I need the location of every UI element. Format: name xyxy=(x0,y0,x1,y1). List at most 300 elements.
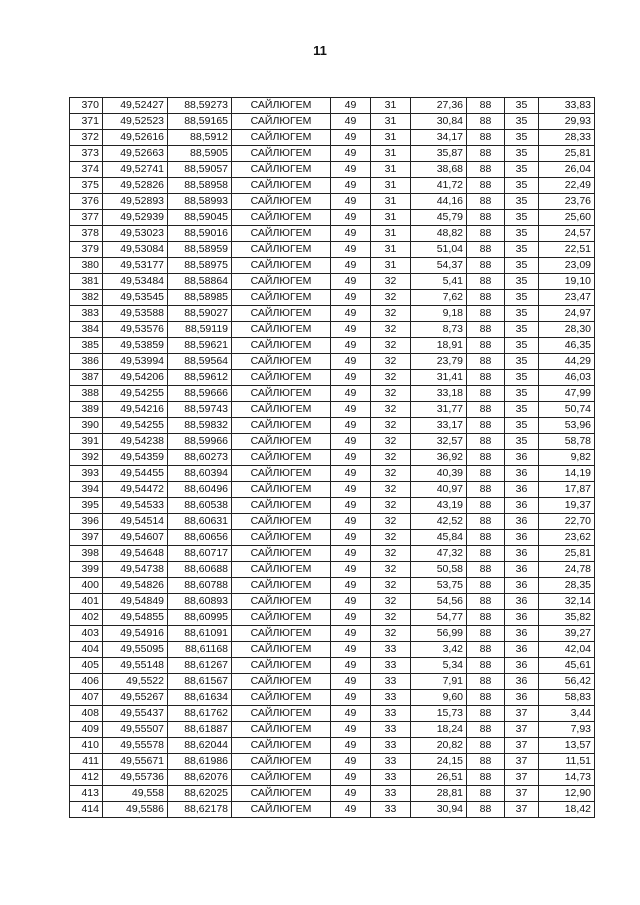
longitude-seconds-cell: 24,57 xyxy=(539,226,595,242)
place-name-cell: САЙЛЮГЕМ xyxy=(232,642,331,658)
longitude-decimal-cell: 88,60688 xyxy=(168,562,232,578)
latitude-minutes-cell: 33 xyxy=(371,786,411,802)
table-row xyxy=(70,610,595,626)
longitude-seconds-cell: 28,30 xyxy=(539,322,595,338)
longitude-decimal-cell: 88,61267 xyxy=(168,658,232,674)
latitude-minutes-cell: 33 xyxy=(371,770,411,786)
longitude-minutes-cell: 36 xyxy=(505,466,539,482)
latitude-seconds-cell: 5,41 xyxy=(411,274,467,290)
longitude-degrees-cell: 88 xyxy=(467,530,505,546)
latitude-minutes-cell: 32 xyxy=(371,610,411,626)
longitude-decimal-cell: 88,60273 xyxy=(168,450,232,466)
place-name-cell: САЙЛЮГЕМ xyxy=(232,290,331,306)
longitude-decimal-cell: 88,62178 xyxy=(168,802,232,818)
row-number-cell: 406 xyxy=(70,674,103,690)
latitude-degrees-cell: 49 xyxy=(331,194,371,210)
latitude-minutes-cell: 31 xyxy=(371,130,411,146)
latitude-decimal-cell: 49,54514 xyxy=(103,514,168,530)
longitude-decimal-cell: 88,60538 xyxy=(168,498,232,514)
longitude-seconds-cell: 53,96 xyxy=(539,418,595,434)
longitude-minutes-cell: 36 xyxy=(505,578,539,594)
latitude-decimal-cell: 49,54826 xyxy=(103,578,168,594)
latitude-decimal-cell: 49,54255 xyxy=(103,418,168,434)
latitude-seconds-cell: 18,91 xyxy=(411,338,467,354)
longitude-degrees-cell: 88 xyxy=(467,242,505,258)
table-row xyxy=(70,162,595,178)
place-name-cell: САЙЛЮГЕМ xyxy=(232,626,331,642)
longitude-seconds-cell: 24,97 xyxy=(539,306,595,322)
row-number-cell: 387 xyxy=(70,370,103,386)
longitude-decimal-cell: 88,60717 xyxy=(168,546,232,562)
longitude-degrees-cell: 88 xyxy=(467,386,505,402)
longitude-degrees-cell: 88 xyxy=(467,162,505,178)
latitude-decimal-cell: 49,52427 xyxy=(103,98,168,114)
latitude-decimal-cell: 49,5586 xyxy=(103,802,168,818)
place-name-cell: САЙЛЮГЕМ xyxy=(232,242,331,258)
longitude-decimal-cell: 88,61634 xyxy=(168,690,232,706)
latitude-degrees-cell: 49 xyxy=(331,114,371,130)
latitude-minutes-cell: 31 xyxy=(371,178,411,194)
row-number-cell: 400 xyxy=(70,578,103,594)
row-number-cell: 407 xyxy=(70,690,103,706)
latitude-decimal-cell: 49,54855 xyxy=(103,610,168,626)
latitude-decimal-cell: 49,54607 xyxy=(103,530,168,546)
latitude-minutes-cell: 32 xyxy=(371,578,411,594)
latitude-degrees-cell: 49 xyxy=(331,562,371,578)
latitude-degrees-cell: 49 xyxy=(331,546,371,562)
latitude-decimal-cell: 49,54648 xyxy=(103,546,168,562)
place-name-cell: САЙЛЮГЕМ xyxy=(232,738,331,754)
table-row xyxy=(70,466,595,482)
row-number-cell: 401 xyxy=(70,594,103,610)
longitude-seconds-cell: 28,33 xyxy=(539,130,595,146)
longitude-degrees-cell: 88 xyxy=(467,738,505,754)
latitude-degrees-cell: 49 xyxy=(331,690,371,706)
longitude-degrees-cell: 88 xyxy=(467,722,505,738)
latitude-decimal-cell: 49,53545 xyxy=(103,290,168,306)
latitude-seconds-cell: 45,79 xyxy=(411,210,467,226)
longitude-degrees-cell: 88 xyxy=(467,146,505,162)
longitude-seconds-cell: 13,57 xyxy=(539,738,595,754)
latitude-minutes-cell: 33 xyxy=(371,658,411,674)
latitude-minutes-cell: 32 xyxy=(371,386,411,402)
latitude-seconds-cell: 18,24 xyxy=(411,722,467,738)
latitude-seconds-cell: 56,99 xyxy=(411,626,467,642)
latitude-degrees-cell: 49 xyxy=(331,338,371,354)
longitude-seconds-cell: 47,99 xyxy=(539,386,595,402)
latitude-degrees-cell: 49 xyxy=(331,658,371,674)
latitude-degrees-cell: 49 xyxy=(331,722,371,738)
latitude-seconds-cell: 7,62 xyxy=(411,290,467,306)
longitude-decimal-cell: 88,60656 xyxy=(168,530,232,546)
longitude-minutes-cell: 35 xyxy=(505,386,539,402)
latitude-minutes-cell: 33 xyxy=(371,690,411,706)
latitude-degrees-cell: 49 xyxy=(331,754,371,770)
latitude-minutes-cell: 32 xyxy=(371,530,411,546)
latitude-decimal-cell: 49,55095 xyxy=(103,642,168,658)
place-name-cell: САЙЛЮГЕМ xyxy=(232,786,331,802)
place-name-cell: САЙЛЮГЕМ xyxy=(232,114,331,130)
longitude-seconds-cell: 23,62 xyxy=(539,530,595,546)
place-name-cell: САЙЛЮГЕМ xyxy=(232,258,331,274)
latitude-seconds-cell: 45,84 xyxy=(411,530,467,546)
latitude-degrees-cell: 49 xyxy=(331,642,371,658)
longitude-seconds-cell: 14,73 xyxy=(539,770,595,786)
latitude-decimal-cell: 49,54916 xyxy=(103,626,168,642)
latitude-minutes-cell: 32 xyxy=(371,562,411,578)
latitude-minutes-cell: 32 xyxy=(371,482,411,498)
table-row xyxy=(70,674,595,690)
place-name-cell: САЙЛЮГЕМ xyxy=(232,450,331,466)
table-row xyxy=(70,578,595,594)
latitude-seconds-cell: 20,82 xyxy=(411,738,467,754)
longitude-minutes-cell: 36 xyxy=(505,610,539,626)
latitude-minutes-cell: 32 xyxy=(371,354,411,370)
latitude-minutes-cell: 32 xyxy=(371,274,411,290)
longitude-degrees-cell: 88 xyxy=(467,130,505,146)
table-body xyxy=(70,98,595,818)
table-row xyxy=(70,98,595,114)
longitude-degrees-cell: 88 xyxy=(467,786,505,802)
longitude-minutes-cell: 35 xyxy=(505,258,539,274)
latitude-decimal-cell: 49,54255 xyxy=(103,386,168,402)
longitude-seconds-cell: 44,29 xyxy=(539,354,595,370)
latitude-seconds-cell: 3,42 xyxy=(411,642,467,658)
longitude-degrees-cell: 88 xyxy=(467,322,505,338)
page-number: 11 xyxy=(313,43,327,58)
longitude-seconds-cell: 11,51 xyxy=(539,754,595,770)
latitude-seconds-cell: 5,34 xyxy=(411,658,467,674)
latitude-minutes-cell: 32 xyxy=(371,370,411,386)
table-row xyxy=(70,754,595,770)
row-number-cell: 404 xyxy=(70,642,103,658)
latitude-seconds-cell: 44,16 xyxy=(411,194,467,210)
table-row xyxy=(70,306,595,322)
longitude-decimal-cell: 88,5905 xyxy=(168,146,232,162)
longitude-degrees-cell: 88 xyxy=(467,594,505,610)
latitude-minutes-cell: 32 xyxy=(371,338,411,354)
longitude-seconds-cell: 42,04 xyxy=(539,642,595,658)
latitude-decimal-cell: 49,52939 xyxy=(103,210,168,226)
place-name-cell: САЙЛЮГЕМ xyxy=(232,802,331,818)
table-row xyxy=(70,498,595,514)
row-number-cell: 374 xyxy=(70,162,103,178)
table-row xyxy=(70,194,595,210)
place-name-cell: САЙЛЮГЕМ xyxy=(232,482,331,498)
table-row xyxy=(70,706,595,722)
row-number-cell: 402 xyxy=(70,610,103,626)
row-number-cell: 382 xyxy=(70,290,103,306)
latitude-minutes-cell: 33 xyxy=(371,802,411,818)
latitude-minutes-cell: 32 xyxy=(371,498,411,514)
longitude-minutes-cell: 35 xyxy=(505,322,539,338)
latitude-degrees-cell: 49 xyxy=(331,290,371,306)
longitude-decimal-cell: 88,59016 xyxy=(168,226,232,242)
latitude-minutes-cell: 32 xyxy=(371,546,411,562)
longitude-decimal-cell: 88,59612 xyxy=(168,370,232,386)
longitude-decimal-cell: 88,59966 xyxy=(168,434,232,450)
longitude-degrees-cell: 88 xyxy=(467,418,505,434)
longitude-minutes-cell: 35 xyxy=(505,210,539,226)
latitude-degrees-cell: 49 xyxy=(331,178,371,194)
latitude-minutes-cell: 31 xyxy=(371,226,411,242)
place-name-cell: САЙЛЮГЕМ xyxy=(232,98,331,114)
table-row xyxy=(70,514,595,530)
table-row xyxy=(70,146,595,162)
longitude-seconds-cell: 39,27 xyxy=(539,626,595,642)
latitude-degrees-cell: 49 xyxy=(331,498,371,514)
longitude-minutes-cell: 36 xyxy=(505,450,539,466)
longitude-degrees-cell: 88 xyxy=(467,290,505,306)
longitude-minutes-cell: 35 xyxy=(505,402,539,418)
place-name-cell: САЙЛЮГЕМ xyxy=(232,770,331,786)
latitude-minutes-cell: 32 xyxy=(371,290,411,306)
row-number-cell: 408 xyxy=(70,706,103,722)
row-number-cell: 414 xyxy=(70,802,103,818)
table-row xyxy=(70,114,595,130)
row-number-cell: 377 xyxy=(70,210,103,226)
longitude-minutes-cell: 36 xyxy=(505,482,539,498)
latitude-minutes-cell: 31 xyxy=(371,194,411,210)
place-name-cell: САЙЛЮГЕМ xyxy=(232,418,331,434)
latitude-minutes-cell: 32 xyxy=(371,402,411,418)
latitude-degrees-cell: 49 xyxy=(331,610,371,626)
place-name-cell: САЙЛЮГЕМ xyxy=(232,722,331,738)
latitude-degrees-cell: 49 xyxy=(331,578,371,594)
longitude-degrees-cell: 88 xyxy=(467,338,505,354)
latitude-degrees-cell: 49 xyxy=(331,594,371,610)
table-row xyxy=(70,290,595,306)
row-number-cell: 410 xyxy=(70,738,103,754)
longitude-decimal-cell: 88,60631 xyxy=(168,514,232,530)
latitude-minutes-cell: 33 xyxy=(371,754,411,770)
table-row xyxy=(70,210,595,226)
latitude-minutes-cell: 31 xyxy=(371,146,411,162)
longitude-minutes-cell: 37 xyxy=(505,706,539,722)
table-row xyxy=(70,418,595,434)
longitude-minutes-cell: 37 xyxy=(505,802,539,818)
longitude-degrees-cell: 88 xyxy=(467,258,505,274)
latitude-degrees-cell: 49 xyxy=(331,530,371,546)
longitude-seconds-cell: 35,82 xyxy=(539,610,595,626)
table-row xyxy=(70,386,595,402)
longitude-decimal-cell: 88,59027 xyxy=(168,306,232,322)
row-number-cell: 405 xyxy=(70,658,103,674)
longitude-seconds-cell: 46,35 xyxy=(539,338,595,354)
longitude-minutes-cell: 35 xyxy=(505,98,539,114)
latitude-seconds-cell: 28,81 xyxy=(411,786,467,802)
latitude-decimal-cell: 49,52826 xyxy=(103,178,168,194)
longitude-degrees-cell: 88 xyxy=(467,178,505,194)
latitude-decimal-cell: 49,54533 xyxy=(103,498,168,514)
longitude-minutes-cell: 36 xyxy=(505,498,539,514)
latitude-degrees-cell: 49 xyxy=(331,802,371,818)
latitude-seconds-cell: 31,41 xyxy=(411,370,467,386)
latitude-seconds-cell: 54,37 xyxy=(411,258,467,274)
longitude-degrees-cell: 88 xyxy=(467,642,505,658)
latitude-decimal-cell: 49,54849 xyxy=(103,594,168,610)
longitude-decimal-cell: 88,5912 xyxy=(168,130,232,146)
longitude-decimal-cell: 88,58864 xyxy=(168,274,232,290)
longitude-minutes-cell: 35 xyxy=(505,242,539,258)
row-number-cell: 375 xyxy=(70,178,103,194)
latitude-minutes-cell: 33 xyxy=(371,674,411,690)
latitude-decimal-cell: 49,55267 xyxy=(103,690,168,706)
latitude-seconds-cell: 27,36 xyxy=(411,98,467,114)
latitude-degrees-cell: 49 xyxy=(331,514,371,530)
latitude-minutes-cell: 32 xyxy=(371,418,411,434)
longitude-seconds-cell: 25,81 xyxy=(539,546,595,562)
longitude-degrees-cell: 88 xyxy=(467,562,505,578)
longitude-degrees-cell: 88 xyxy=(467,274,505,290)
latitude-degrees-cell: 49 xyxy=(331,210,371,226)
longitude-minutes-cell: 37 xyxy=(505,722,539,738)
table-row xyxy=(70,434,595,450)
latitude-seconds-cell: 36,92 xyxy=(411,450,467,466)
longitude-seconds-cell: 26,04 xyxy=(539,162,595,178)
place-name-cell: САЙЛЮГЕМ xyxy=(232,690,331,706)
longitude-decimal-cell: 88,58985 xyxy=(168,290,232,306)
table-row xyxy=(70,482,595,498)
longitude-decimal-cell: 88,61887 xyxy=(168,722,232,738)
longitude-minutes-cell: 36 xyxy=(505,546,539,562)
latitude-minutes-cell: 32 xyxy=(371,594,411,610)
longitude-degrees-cell: 88 xyxy=(467,514,505,530)
latitude-degrees-cell: 49 xyxy=(331,370,371,386)
longitude-degrees-cell: 88 xyxy=(467,226,505,242)
longitude-decimal-cell: 88,59045 xyxy=(168,210,232,226)
longitude-degrees-cell: 88 xyxy=(467,498,505,514)
latitude-decimal-cell: 49,54359 xyxy=(103,450,168,466)
place-name-cell: САЙЛЮГЕМ xyxy=(232,194,331,210)
longitude-minutes-cell: 35 xyxy=(505,114,539,130)
latitude-minutes-cell: 31 xyxy=(371,98,411,114)
latitude-decimal-cell: 49,52616 xyxy=(103,130,168,146)
table-row xyxy=(70,738,595,754)
table-row xyxy=(70,626,595,642)
longitude-minutes-cell: 36 xyxy=(505,658,539,674)
place-name-cell: САЙЛЮГЕМ xyxy=(232,434,331,450)
longitude-seconds-cell: 3,44 xyxy=(539,706,595,722)
latitude-degrees-cell: 49 xyxy=(331,322,371,338)
latitude-minutes-cell: 32 xyxy=(371,434,411,450)
longitude-decimal-cell: 88,61168 xyxy=(168,642,232,658)
row-number-cell: 379 xyxy=(70,242,103,258)
longitude-degrees-cell: 88 xyxy=(467,450,505,466)
latitude-decimal-cell: 49,54472 xyxy=(103,482,168,498)
longitude-degrees-cell: 88 xyxy=(467,690,505,706)
table-row xyxy=(70,594,595,610)
place-name-cell: САЙЛЮГЕМ xyxy=(232,466,331,482)
longitude-decimal-cell: 88,59273 xyxy=(168,98,232,114)
longitude-decimal-cell: 88,60496 xyxy=(168,482,232,498)
latitude-minutes-cell: 32 xyxy=(371,450,411,466)
longitude-minutes-cell: 35 xyxy=(505,194,539,210)
latitude-decimal-cell: 49,55437 xyxy=(103,706,168,722)
latitude-seconds-cell: 32,57 xyxy=(411,434,467,450)
longitude-minutes-cell: 35 xyxy=(505,370,539,386)
longitude-degrees-cell: 88 xyxy=(467,210,505,226)
latitude-minutes-cell: 33 xyxy=(371,722,411,738)
longitude-decimal-cell: 88,60995 xyxy=(168,610,232,626)
place-name-cell: САЙЛЮГЕМ xyxy=(232,402,331,418)
place-name-cell: САЙЛЮГЕМ xyxy=(232,306,331,322)
longitude-minutes-cell: 37 xyxy=(505,738,539,754)
row-number-cell: 378 xyxy=(70,226,103,242)
latitude-decimal-cell: 49,53023 xyxy=(103,226,168,242)
longitude-degrees-cell: 88 xyxy=(467,306,505,322)
table-row xyxy=(70,338,595,354)
latitude-seconds-cell: 35,87 xyxy=(411,146,467,162)
place-name-cell: САЙЛЮГЕМ xyxy=(232,146,331,162)
longitude-decimal-cell: 88,62025 xyxy=(168,786,232,802)
longitude-decimal-cell: 88,59621 xyxy=(168,338,232,354)
longitude-decimal-cell: 88,62044 xyxy=(168,738,232,754)
latitude-seconds-cell: 26,51 xyxy=(411,770,467,786)
longitude-seconds-cell: 45,61 xyxy=(539,658,595,674)
latitude-decimal-cell: 49,55671 xyxy=(103,754,168,770)
table-row xyxy=(70,402,595,418)
table-row xyxy=(70,770,595,786)
latitude-minutes-cell: 31 xyxy=(371,242,411,258)
latitude-seconds-cell: 51,04 xyxy=(411,242,467,258)
place-name-cell: САЙЛЮГЕМ xyxy=(232,370,331,386)
latitude-minutes-cell: 33 xyxy=(371,738,411,754)
longitude-degrees-cell: 88 xyxy=(467,98,505,114)
latitude-degrees-cell: 49 xyxy=(331,258,371,274)
latitude-decimal-cell: 49,53859 xyxy=(103,338,168,354)
table-row xyxy=(70,530,595,546)
table-row xyxy=(70,546,595,562)
longitude-degrees-cell: 88 xyxy=(467,546,505,562)
latitude-degrees-cell: 49 xyxy=(331,226,371,242)
longitude-degrees-cell: 88 xyxy=(467,706,505,722)
place-name-cell: САЙЛЮГЕМ xyxy=(232,674,331,690)
row-number-cell: 372 xyxy=(70,130,103,146)
row-number-cell: 413 xyxy=(70,786,103,802)
longitude-seconds-cell: 19,37 xyxy=(539,498,595,514)
longitude-degrees-cell: 88 xyxy=(467,626,505,642)
place-name-cell: САЙЛЮГЕМ xyxy=(232,562,331,578)
latitude-degrees-cell: 49 xyxy=(331,274,371,290)
longitude-degrees-cell: 88 xyxy=(467,482,505,498)
latitude-decimal-cell: 49,55148 xyxy=(103,658,168,674)
latitude-seconds-cell: 7,91 xyxy=(411,674,467,690)
place-name-cell: САЙЛЮГЕМ xyxy=(232,530,331,546)
longitude-minutes-cell: 35 xyxy=(505,162,539,178)
latitude-decimal-cell: 49,558 xyxy=(103,786,168,802)
longitude-decimal-cell: 88,58975 xyxy=(168,258,232,274)
latitude-seconds-cell: 53,75 xyxy=(411,578,467,594)
longitude-seconds-cell: 23,76 xyxy=(539,194,595,210)
longitude-decimal-cell: 88,60788 xyxy=(168,578,232,594)
place-name-cell: САЙЛЮГЕМ xyxy=(232,322,331,338)
longitude-seconds-cell: 58,78 xyxy=(539,434,595,450)
place-name-cell: САЙЛЮГЕМ xyxy=(232,546,331,562)
latitude-decimal-cell: 49,52663 xyxy=(103,146,168,162)
latitude-decimal-cell: 49,53484 xyxy=(103,274,168,290)
latitude-minutes-cell: 31 xyxy=(371,162,411,178)
longitude-minutes-cell: 36 xyxy=(505,626,539,642)
longitude-minutes-cell: 35 xyxy=(505,418,539,434)
row-number-cell: 411 xyxy=(70,754,103,770)
latitude-degrees-cell: 49 xyxy=(331,98,371,114)
longitude-decimal-cell: 88,60893 xyxy=(168,594,232,610)
table-row xyxy=(70,722,595,738)
latitude-seconds-cell: 30,94 xyxy=(411,802,467,818)
latitude-decimal-cell: 49,5522 xyxy=(103,674,168,690)
longitude-degrees-cell: 88 xyxy=(467,434,505,450)
